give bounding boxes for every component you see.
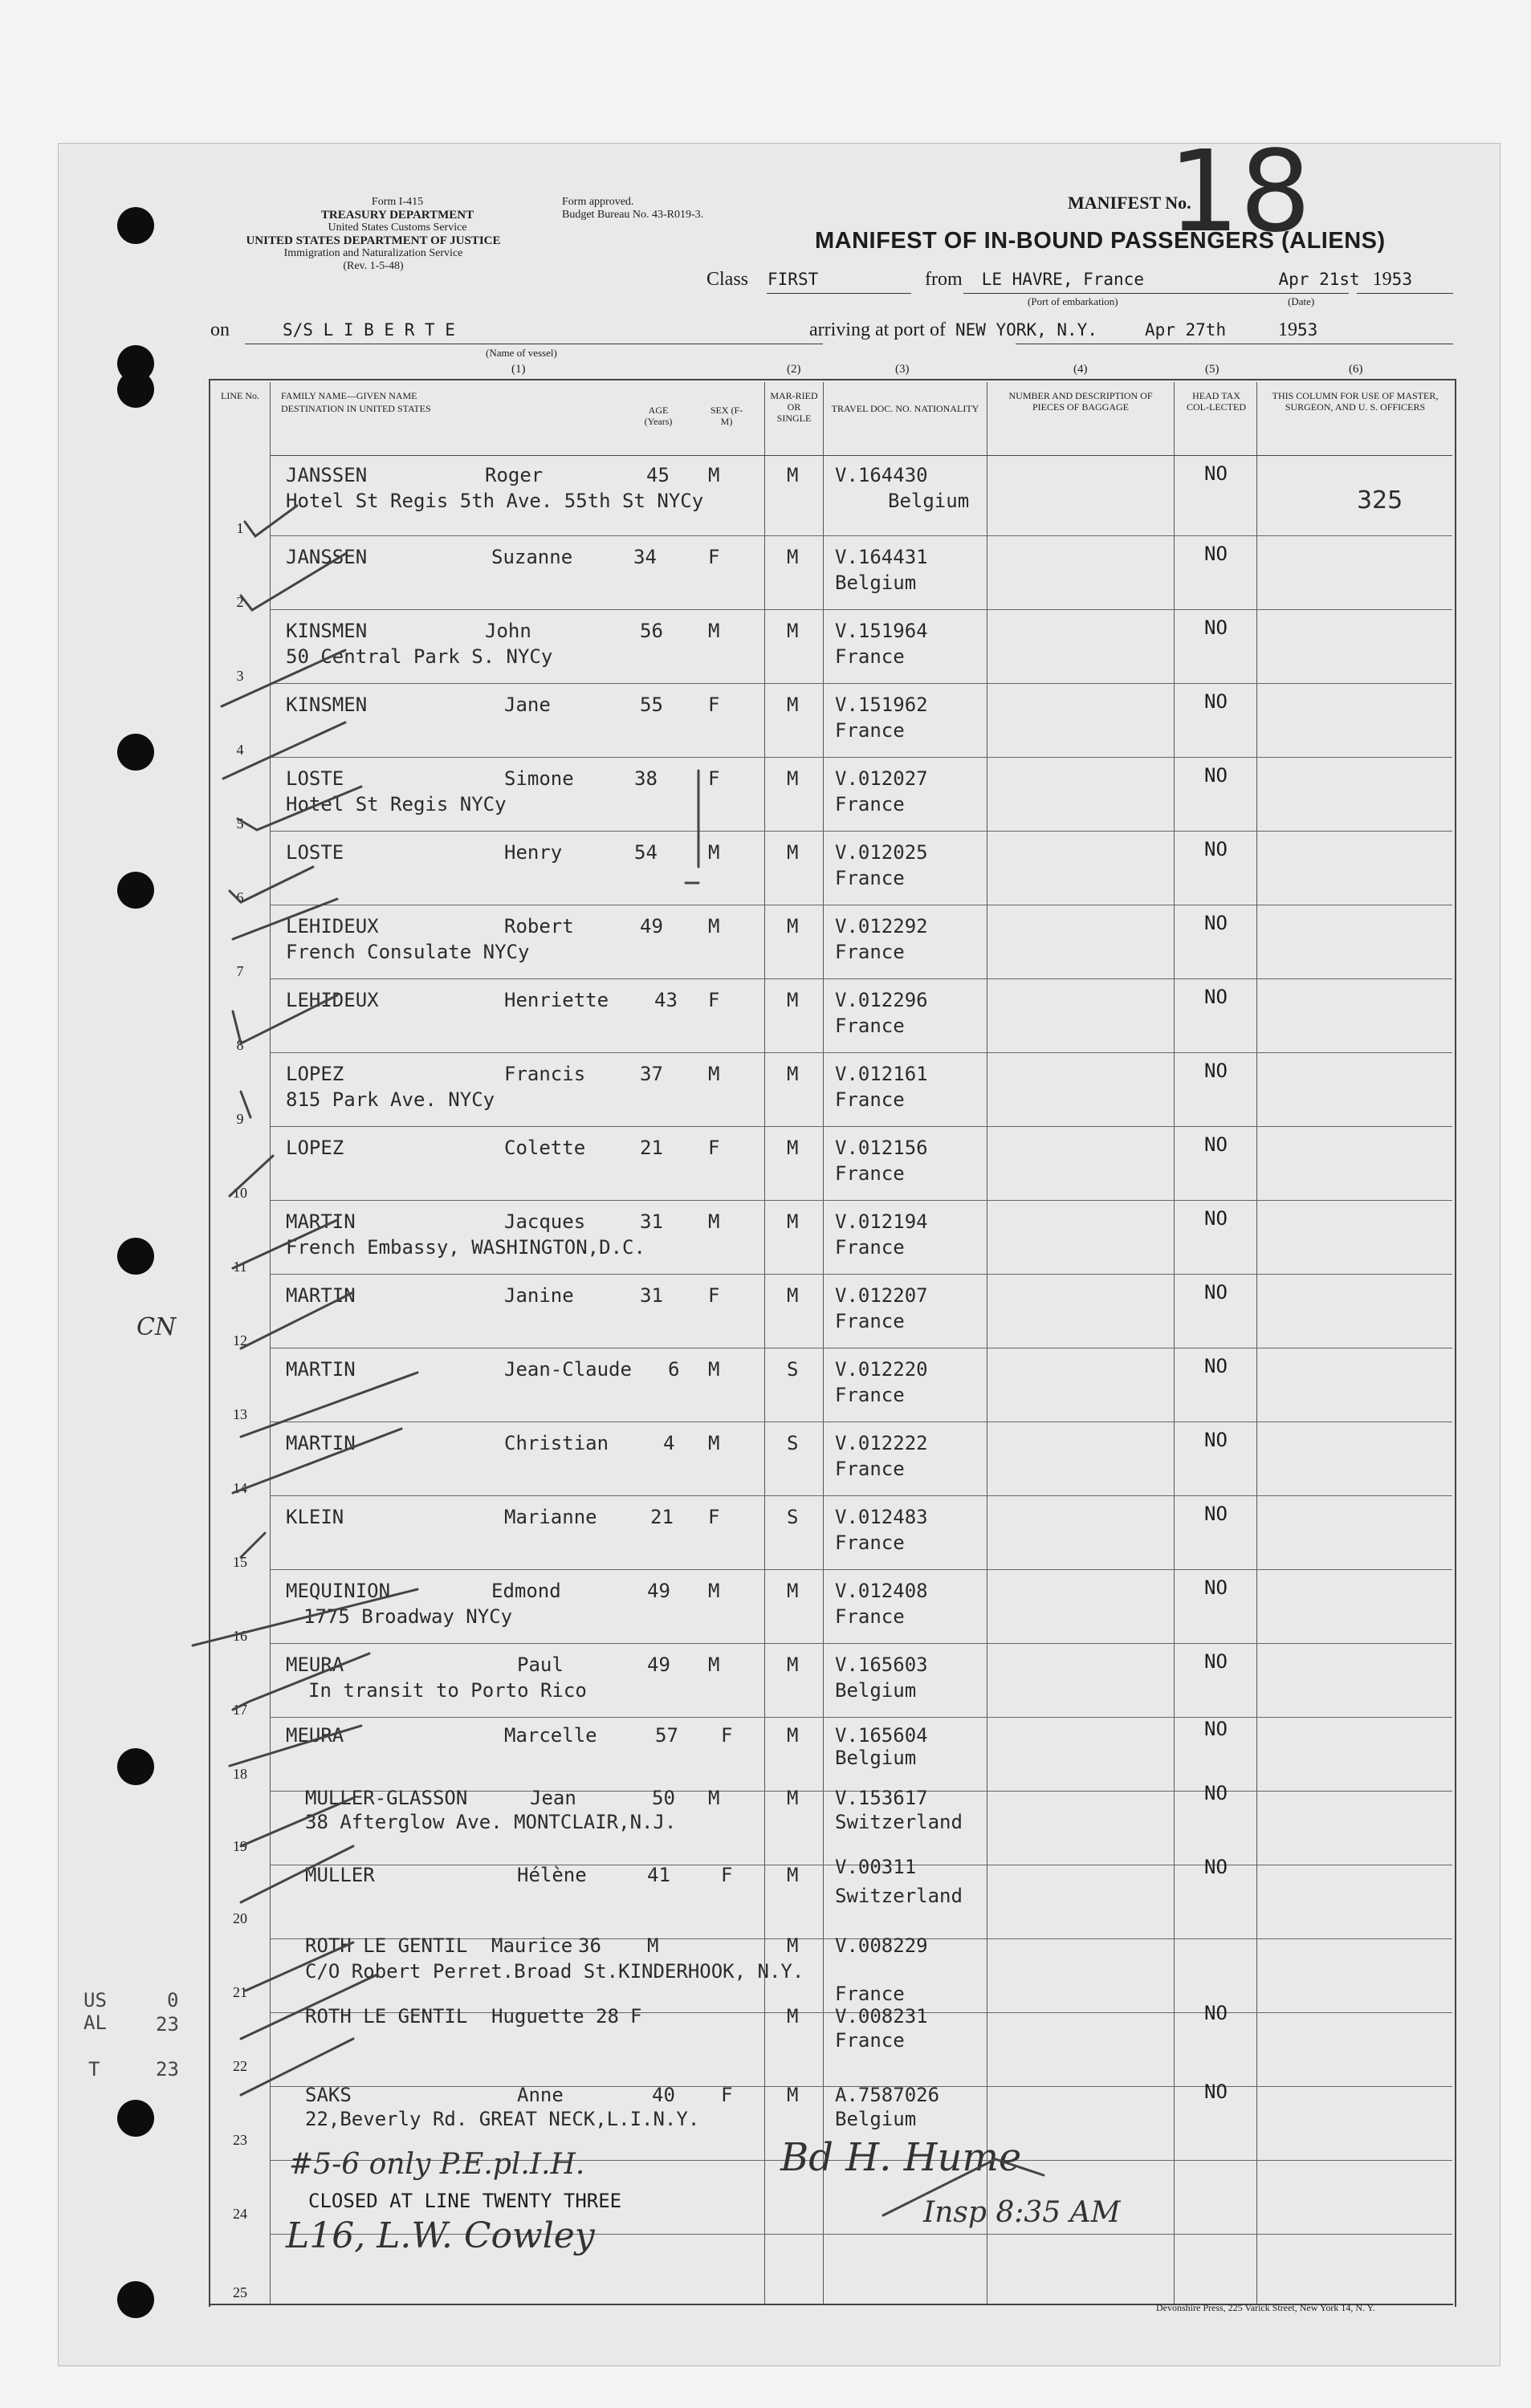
nationality: France bbox=[835, 867, 905, 889]
sex: F bbox=[708, 767, 720, 790]
sex: F bbox=[630, 2005, 642, 2028]
travel-doc: V.012207 bbox=[835, 1284, 928, 1307]
line-number: 8 bbox=[236, 1037, 244, 1053]
given-name: Henry bbox=[504, 841, 563, 864]
head-tax: NO bbox=[1204, 616, 1228, 639]
age: 34 bbox=[633, 546, 657, 568]
given-name: Jean bbox=[530, 1787, 576, 1809]
given-name: Marianne bbox=[504, 1506, 597, 1528]
col-line-no: LINE No. bbox=[221, 390, 259, 401]
margin-t-label: T bbox=[88, 2058, 100, 2081]
given-name: John bbox=[485, 620, 531, 642]
line-number: 14 bbox=[233, 1480, 247, 1496]
treasury-dept: TREASURY DEPARTMENT bbox=[320, 209, 474, 222]
line-number: 4 bbox=[236, 742, 244, 758]
age: 36 bbox=[578, 1934, 601, 1957]
travel-doc: V.012025 bbox=[835, 841, 928, 864]
age: 4 bbox=[663, 1432, 675, 1454]
family-name: KINSMEN bbox=[286, 620, 368, 642]
travel-doc: V.165604 bbox=[835, 1724, 928, 1747]
marital-status: S bbox=[787, 1506, 799, 1528]
given-name: Maurice bbox=[491, 1934, 573, 1957]
marital-status: M bbox=[787, 841, 799, 864]
marital-status: M bbox=[787, 1137, 799, 1159]
nationality: France bbox=[835, 719, 905, 742]
given-name: Huguette bbox=[491, 2005, 584, 2028]
margin-t-value: 23 bbox=[156, 2058, 179, 2081]
from-label: from bbox=[925, 269, 963, 290]
arrival-port: NEW YORK, N.Y. bbox=[955, 320, 1097, 340]
age: 31 bbox=[640, 1210, 663, 1233]
col-head-tax: HEAD TAX COL-LECTED bbox=[1187, 390, 1246, 413]
travel-doc: V.165603 bbox=[835, 1653, 928, 1676]
head-tax: NO bbox=[1204, 2081, 1228, 2103]
form-number: Form I-415 bbox=[371, 196, 424, 208]
head-tax: NO bbox=[1204, 986, 1228, 1008]
vessel-name: S/S L I B E R T E bbox=[283, 320, 455, 340]
age: 49 bbox=[647, 1580, 670, 1602]
marital-status: M bbox=[787, 1284, 799, 1307]
line-number: 23 bbox=[233, 2132, 247, 2148]
given-name: Jacques bbox=[504, 1210, 586, 1233]
head-tax: NO bbox=[1204, 1503, 1228, 1525]
col-baggage: NUMBER AND DESCRIPTION OF PIECES OF BAGGAGE bbox=[1008, 390, 1153, 413]
head-tax: NO bbox=[1204, 690, 1228, 713]
col-num-6: (6) bbox=[1349, 363, 1363, 376]
year-prefix: 19 bbox=[1372, 269, 1392, 290]
marital-status: M bbox=[787, 1724, 799, 1747]
marital-status: M bbox=[787, 1934, 799, 1957]
destination: 815 Park Ave. NYCy bbox=[286, 1088, 495, 1111]
nationality: Switzerland bbox=[835, 1885, 963, 1907]
sex: F bbox=[708, 1137, 720, 1159]
head-tax: NO bbox=[1204, 2002, 1228, 2024]
head-tax: NO bbox=[1204, 1429, 1228, 1451]
family-name: MARTIN bbox=[286, 1432, 356, 1454]
line-number: 22 bbox=[233, 2058, 247, 2074]
vessel-sublabel: (Name of vessel) bbox=[486, 347, 557, 359]
line-number: 15 bbox=[233, 1554, 247, 1570]
family-name: LEHIDEUX bbox=[286, 915, 379, 938]
nationality: France bbox=[835, 1983, 905, 2005]
marital-status: S bbox=[787, 1432, 799, 1454]
marital-status: M bbox=[787, 1210, 799, 1233]
nationality: France bbox=[835, 1162, 905, 1185]
family-name: MEQUINION bbox=[286, 1580, 391, 1602]
destination: 50 Central Park S. NYCy bbox=[286, 645, 553, 668]
nationality: Belgium bbox=[888, 490, 970, 512]
nationality: Belgium bbox=[835, 1679, 917, 1702]
col-num-2: (2) bbox=[787, 363, 801, 376]
head-tax: NO bbox=[1204, 838, 1228, 860]
line-number: 19 bbox=[233, 1838, 247, 1854]
line-number: 6 bbox=[236, 889, 244, 905]
line-number: 25 bbox=[233, 2284, 247, 2300]
line-number: 2 bbox=[236, 594, 244, 610]
closed-at-line: CLOSED AT LINE TWENTY THREE bbox=[308, 2190, 622, 2212]
family-name: JANSSEN bbox=[286, 546, 368, 568]
head-tax: NO bbox=[1204, 764, 1228, 787]
family-name: ROTH LE GENTIL bbox=[305, 1934, 468, 1957]
given-name: Edmond bbox=[491, 1580, 561, 1602]
marital-status: M bbox=[787, 1787, 799, 1809]
family-name: KLEIN bbox=[286, 1506, 344, 1528]
marital-status: M bbox=[787, 989, 799, 1011]
nationality: France bbox=[835, 1088, 905, 1111]
family-name: MULLER bbox=[305, 1864, 375, 1886]
nationality: Belgium bbox=[835, 2108, 917, 2130]
travel-doc: V.012156 bbox=[835, 1137, 928, 1159]
age: 57 bbox=[655, 1724, 678, 1747]
line-number: 21 bbox=[233, 1984, 247, 2000]
sex: M bbox=[708, 464, 720, 486]
head-tax: NO bbox=[1204, 1355, 1228, 1377]
travel-doc: V.012408 bbox=[835, 1580, 928, 1602]
marital-status: M bbox=[787, 1063, 799, 1085]
sex: M bbox=[708, 841, 720, 864]
travel-doc: A.7587026 bbox=[835, 2084, 940, 2106]
sex: M bbox=[647, 1934, 659, 1957]
arrival-date: Apr 27th bbox=[1144, 320, 1227, 340]
margin-us-value: 0 bbox=[167, 1989, 179, 2011]
head-tax: NO bbox=[1204, 1281, 1228, 1304]
embarkation-date: Apr 21st bbox=[1278, 270, 1360, 289]
line-number: 10 bbox=[233, 1185, 247, 1201]
nationality: France bbox=[835, 1531, 905, 1554]
col-travel-doc: TRAVEL DOC. NO. NATIONALITY bbox=[831, 403, 979, 414]
nationality: France bbox=[835, 1458, 905, 1480]
col-num-3: (3) bbox=[895, 363, 910, 376]
embarkation-year: 53 bbox=[1391, 270, 1412, 289]
line-number: 11 bbox=[233, 1259, 247, 1275]
col-num-5: (5) bbox=[1205, 363, 1220, 376]
destination: French Consulate NYCy bbox=[286, 941, 530, 963]
marital-status: M bbox=[787, 2005, 799, 2028]
ins-line: Immigration and Naturalization Service bbox=[283, 247, 463, 259]
customs-service: United States Customs Service bbox=[328, 222, 467, 234]
line-number: 20 bbox=[233, 1910, 247, 1926]
marital-status: M bbox=[787, 1653, 799, 1676]
col-officers: THIS COLUMN FOR USE OF MASTER, SURGEON, AND U. S. OFFICERS bbox=[1272, 390, 1439, 413]
marital-status: M bbox=[787, 1580, 799, 1602]
travel-doc: V.012194 bbox=[835, 1210, 928, 1233]
margin-al-label: AL bbox=[83, 2011, 107, 2034]
family-name: LOSTE bbox=[286, 767, 344, 790]
given-name: Christian bbox=[504, 1432, 609, 1454]
travel-doc: V.012483 bbox=[835, 1506, 928, 1528]
age: 21 bbox=[650, 1506, 674, 1528]
travel-doc: V.012027 bbox=[835, 767, 928, 790]
sex: M bbox=[708, 1653, 720, 1676]
travel-doc: V.164431 bbox=[835, 546, 928, 568]
col-married: MAR-RIED OR SINGLE bbox=[770, 390, 818, 424]
destination: 38 Afterglow Ave. MONTCLAIR,N.J. bbox=[305, 1811, 677, 1833]
sex: M bbox=[708, 1210, 720, 1233]
line-number: 17 bbox=[233, 1702, 247, 1718]
family-name: SAKS bbox=[305, 2084, 352, 2106]
head-tax: NO bbox=[1204, 1650, 1228, 1673]
line-number: 13 bbox=[233, 1406, 247, 1422]
marital-status: M bbox=[787, 546, 799, 568]
sex: M bbox=[708, 1787, 720, 1809]
nationality: France bbox=[835, 1384, 905, 1406]
travel-doc: V.008231 bbox=[835, 2005, 928, 2028]
marital-status: M bbox=[787, 767, 799, 790]
manifest-number: 18 bbox=[1168, 127, 1312, 258]
line-number: 1 bbox=[236, 520, 244, 536]
printer-imprint: Devonshire Press, 225 Varick Street, New York 14, N. Y. bbox=[1156, 2302, 1375, 2313]
travel-doc: V.012296 bbox=[835, 989, 928, 1011]
given-name: Paul bbox=[517, 1653, 564, 1676]
head-tax: NO bbox=[1204, 462, 1228, 485]
sex: F bbox=[708, 694, 720, 716]
nationality: Switzerland bbox=[835, 1811, 963, 1833]
revision-line: (Rev. 1-5-48) bbox=[343, 260, 404, 272]
travel-doc: V.012161 bbox=[835, 1063, 928, 1085]
nationality: Belgium bbox=[835, 1747, 917, 1769]
travel-doc: V.012220 bbox=[835, 1358, 928, 1381]
family-name: MARTIN bbox=[286, 1284, 356, 1307]
head-tax: NO bbox=[1204, 543, 1228, 565]
family-name: MARTIN bbox=[286, 1358, 356, 1381]
given-name: Jean-Claude bbox=[504, 1358, 632, 1381]
line-number: 7 bbox=[236, 963, 244, 979]
sex: F bbox=[708, 546, 720, 568]
family-name: LOSTE bbox=[286, 841, 344, 864]
budget-bureau: Budget Bureau No. 43-R019-3. bbox=[562, 209, 704, 221]
travel-doc: V.012292 bbox=[835, 915, 928, 938]
travel-doc: V.151964 bbox=[835, 620, 928, 642]
age: 28 bbox=[596, 2005, 619, 2028]
family-name: MEURA bbox=[286, 1724, 344, 1747]
margin-al-value: 23 bbox=[156, 2013, 179, 2036]
age: 41 bbox=[647, 1864, 670, 1886]
age: 55 bbox=[640, 694, 663, 716]
given-name: Roger bbox=[485, 464, 544, 486]
nationality: France bbox=[835, 1310, 905, 1332]
marital-status: M bbox=[787, 2084, 799, 2106]
date-sublabel: (Date) bbox=[1288, 295, 1315, 307]
sex: M bbox=[708, 1063, 720, 1085]
nationality: France bbox=[835, 1015, 905, 1037]
class-label: Class bbox=[706, 269, 749, 290]
sex: M bbox=[708, 620, 720, 642]
travel-doc: V.164430 bbox=[835, 464, 928, 486]
given-name: Anne bbox=[517, 2084, 564, 2106]
nationality: France bbox=[835, 2029, 905, 2052]
sex: F bbox=[721, 1724, 733, 1747]
doj-line: UNITED STATES DEPARTMENT OF JUSTICE bbox=[246, 234, 501, 247]
destination: C/O Robert Perret.Broad St.KINDERHOOK, N.Y. bbox=[305, 1960, 804, 1983]
sex: M bbox=[708, 1432, 720, 1454]
marital-status: M bbox=[787, 1864, 799, 1886]
sex: M bbox=[708, 1358, 720, 1381]
marital-status: M bbox=[787, 694, 799, 716]
marital-status: M bbox=[787, 915, 799, 938]
age: 40 bbox=[652, 2084, 675, 2106]
family-name: LOPEZ bbox=[286, 1063, 344, 1085]
sex: M bbox=[708, 1580, 720, 1602]
age: 38 bbox=[634, 767, 658, 790]
destination: In transit to Porto Rico bbox=[308, 1679, 587, 1702]
class-value: FIRST bbox=[768, 270, 819, 289]
col-family-name: FAMILY NAME—GIVEN NAME bbox=[281, 390, 417, 401]
line-number: 24 bbox=[233, 2206, 247, 2222]
sex: F bbox=[708, 989, 720, 1011]
line-number: 3 bbox=[236, 668, 244, 684]
given-name: Simone bbox=[504, 767, 574, 790]
col-num-1: (1) bbox=[511, 363, 526, 376]
age: 49 bbox=[640, 915, 663, 938]
given-name: Colette bbox=[504, 1137, 586, 1159]
port-of-embarkation-label: (Port of embarkation) bbox=[1028, 295, 1118, 307]
line-number: 18 bbox=[233, 1766, 247, 1782]
nationality: Belgium bbox=[835, 571, 917, 594]
col-destination: DESTINATION IN UNITED STATES bbox=[281, 403, 431, 414]
sex: F bbox=[721, 2084, 733, 2106]
col-age: AGE (Years) bbox=[644, 405, 673, 427]
embarkation-port: LE HAVRE, France bbox=[981, 270, 1144, 289]
head-tax: NO bbox=[1204, 1718, 1228, 1740]
arriving-label: arriving at port of bbox=[809, 319, 946, 340]
arrival-year: 53 bbox=[1297, 320, 1318, 340]
inspector-signature: Bd H. Hume bbox=[780, 2135, 1022, 2180]
nationality: France bbox=[835, 941, 905, 963]
travel-doc: V.012222 bbox=[835, 1432, 928, 1454]
travel-doc: V.151962 bbox=[835, 694, 928, 716]
line-number: 5 bbox=[236, 816, 244, 832]
margin-note-cn: CN bbox=[136, 1313, 177, 1341]
nationality: France bbox=[835, 793, 905, 816]
given-name: Francis bbox=[504, 1063, 586, 1085]
col-sex: SEX (F-M) bbox=[710, 405, 743, 427]
sex: M bbox=[708, 915, 720, 938]
nationality: France bbox=[835, 1236, 905, 1259]
family-name: ROTH LE GENTIL bbox=[305, 2005, 468, 2028]
sex: F bbox=[708, 1506, 720, 1528]
given-name: Suzanne bbox=[491, 546, 573, 568]
form-approved: Form approved. bbox=[562, 196, 634, 208]
family-name: MEURA bbox=[286, 1653, 344, 1676]
travel-doc: V.00311 bbox=[835, 1856, 917, 1878]
year-prefix-2: 19 bbox=[1277, 319, 1297, 340]
head-tax: NO bbox=[1204, 1856, 1228, 1878]
head-tax: NO bbox=[1204, 912, 1228, 934]
family-name: KINSMEN bbox=[286, 694, 368, 716]
age: 49 bbox=[647, 1653, 670, 1676]
manifest-number-label: MANIFEST No. bbox=[1068, 193, 1191, 213]
family-name: MARTIN bbox=[286, 1210, 356, 1233]
head-tax: NO bbox=[1204, 1207, 1228, 1230]
on-label: on bbox=[210, 319, 230, 340]
head-tax: NO bbox=[1204, 1133, 1228, 1156]
col-num-4: (4) bbox=[1073, 363, 1088, 376]
officer-note: 325 bbox=[1357, 486, 1403, 515]
destination: 22,Beverly Rd. GREAT NECK,L.I.N.Y. bbox=[305, 2108, 700, 2130]
age: 50 bbox=[652, 1787, 675, 1809]
sex: F bbox=[721, 1864, 733, 1886]
inspection-time: Insp 8:35 AM bbox=[923, 2196, 1121, 2229]
family-name: LOPEZ bbox=[286, 1137, 344, 1159]
given-name: Janine bbox=[504, 1284, 574, 1307]
head-tax: NO bbox=[1204, 1060, 1228, 1082]
sex: F bbox=[708, 1284, 720, 1307]
line-number: 9 bbox=[236, 1111, 244, 1127]
travel-doc: V.153617 bbox=[835, 1787, 928, 1809]
marital-status: M bbox=[787, 464, 799, 486]
destination: Hotel St Regis 5th Ave. 55th St NYCy bbox=[286, 490, 704, 512]
given-name: Henriette bbox=[504, 989, 609, 1011]
given-name: Marcelle bbox=[504, 1724, 597, 1747]
nationality: France bbox=[835, 645, 905, 668]
age: 54 bbox=[634, 841, 658, 864]
travel-doc: V.008229 bbox=[835, 1934, 928, 1957]
given-name: Robert bbox=[504, 915, 574, 938]
handwritten-inspector: L16, L.W. Cowley bbox=[286, 2215, 595, 2256]
destination: 1775 Broadway NYCy bbox=[303, 1605, 513, 1628]
handwritten-note: #5-6 only P.E.pl.I.H. bbox=[289, 2148, 585, 2181]
family-name: LEHIDEUX bbox=[286, 989, 379, 1011]
destination: French Embassy, WASHINGTON,D.C. bbox=[286, 1236, 645, 1259]
margin-us-label: US bbox=[83, 1989, 107, 2011]
manifest-title: MANIFEST OF IN-BOUND PASSENGERS (ALIENS) bbox=[815, 228, 1386, 254]
family-name: JANSSEN bbox=[286, 464, 368, 486]
line-number: 12 bbox=[233, 1332, 247, 1348]
family-name: MULLER-GLASSON bbox=[305, 1787, 468, 1809]
age: 37 bbox=[640, 1063, 663, 1085]
given-name: Jane bbox=[504, 694, 551, 716]
marital-status: S bbox=[787, 1358, 799, 1381]
head-tax: NO bbox=[1204, 1576, 1228, 1599]
head-tax: NO bbox=[1204, 1782, 1228, 1804]
marital-status: M bbox=[787, 620, 799, 642]
nationality: France bbox=[835, 1605, 905, 1628]
age: 56 bbox=[640, 620, 663, 642]
age: 43 bbox=[654, 989, 678, 1011]
age: 31 bbox=[640, 1284, 663, 1307]
destination: Hotel St Regis NYCy bbox=[286, 793, 507, 816]
age: 21 bbox=[640, 1137, 663, 1159]
age: 45 bbox=[646, 464, 670, 486]
line-number: 16 bbox=[233, 1628, 247, 1644]
age: 6 bbox=[668, 1358, 680, 1381]
given-name: Hélène bbox=[517, 1864, 587, 1886]
